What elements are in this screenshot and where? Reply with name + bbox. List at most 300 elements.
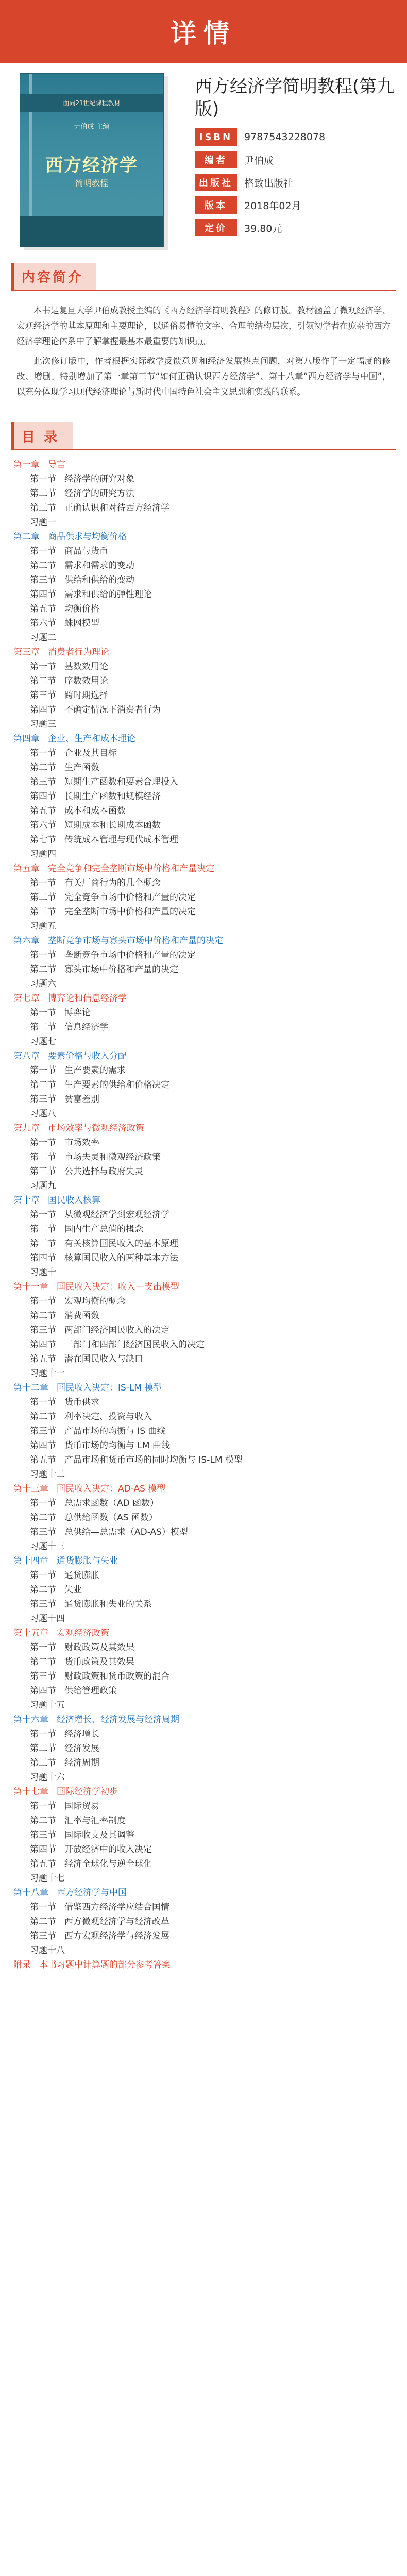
section-number: 第一节 xyxy=(30,1397,56,1408)
section-title: 习题十三 xyxy=(30,1541,65,1552)
section-title: 完全竞争市场中价格和产量的决定 xyxy=(64,892,196,903)
section-number: 第一节 xyxy=(30,1801,56,1811)
toc-chapter[interactable] xyxy=(0,1626,407,1640)
toc-section[interactable] xyxy=(0,1612,407,1626)
chapter-title: 国民收入决定：IS-LM 模型 xyxy=(57,1383,162,1393)
chapter-title: 国民收入决定：收入—支出模型 xyxy=(57,1282,179,1292)
section-number: 第二节 xyxy=(30,1152,56,1162)
toc-section[interactable] xyxy=(0,804,407,818)
toc-section[interactable] xyxy=(0,1063,407,1078)
chapter-number: 第一章 xyxy=(13,460,40,470)
toc-section[interactable] xyxy=(0,1410,407,1424)
info-row xyxy=(195,173,396,192)
toc-chapter[interactable] xyxy=(0,934,407,948)
section-number: 第四节 xyxy=(30,1844,56,1855)
toc-section[interactable] xyxy=(0,1294,407,1309)
section-title: 经济发展 xyxy=(64,1743,99,1754)
chapter-number: 第十八章 xyxy=(13,1888,48,1898)
section-title: 均衡价格 xyxy=(64,604,99,614)
section-title: 市场效率 xyxy=(64,1138,99,1148)
toc-section[interactable] xyxy=(0,1756,407,1770)
section-number: 第五节 xyxy=(30,1354,56,1364)
chapter-number: 第二章 xyxy=(13,532,40,542)
info-label: 编者 xyxy=(195,151,237,168)
section-number: 第四节 xyxy=(30,589,56,600)
toc-section[interactable] xyxy=(0,1309,407,1323)
section-number: 第五节 xyxy=(30,1455,56,1465)
toc-heading-bar xyxy=(11,422,73,449)
section-title: 序数效用论 xyxy=(64,676,108,686)
toc-section[interactable] xyxy=(0,1020,407,1035)
toc-section[interactable] xyxy=(0,1395,407,1410)
section-number: 第一节 xyxy=(30,1008,56,1018)
toc-heading-text: 目 录 xyxy=(22,429,60,445)
chapter-number: 第五章 xyxy=(13,863,40,874)
toc-section[interactable] xyxy=(0,919,407,934)
section-title: 西方宏观经济学与经济发展 xyxy=(64,1931,169,1941)
section-title: 习题六 xyxy=(30,979,56,989)
chapter-number: 第四章 xyxy=(13,734,40,744)
toc-section[interactable] xyxy=(0,1914,407,1929)
chapter-number: 第十五章 xyxy=(13,1628,48,1638)
section-title: 企业及其目标 xyxy=(64,748,117,758)
section-number: 第三节 xyxy=(30,690,56,701)
toc-section[interactable] xyxy=(0,1251,407,1265)
section-title: 两部门经济国民收入的决定 xyxy=(64,1325,169,1335)
chapter-title: 宏观经济政策 xyxy=(57,1628,109,1638)
toc-chapter[interactable] xyxy=(0,1049,407,1063)
toc-section[interactable] xyxy=(0,1741,407,1756)
toc-section[interactable] xyxy=(0,1092,407,1107)
toc-section[interactable] xyxy=(0,1525,407,1539)
section-title: 传统成本管理与现代成本管理 xyxy=(64,835,178,845)
section-title: 习题七 xyxy=(30,1037,56,1047)
info-row xyxy=(195,196,396,214)
chapter-title: 完全竞争和完全垄断市场中价格和产量决定 xyxy=(48,863,214,874)
toc-section[interactable] xyxy=(0,1323,407,1337)
section-title: 核算国民收入的两种基本方法 xyxy=(64,1253,178,1263)
section-number: 第二节 xyxy=(30,1022,56,1032)
synopsis-heading-bar xyxy=(11,263,96,290)
toc-section[interactable] xyxy=(0,905,407,919)
toc-chapter[interactable] xyxy=(0,861,407,876)
toc-section[interactable] xyxy=(0,1366,407,1381)
section-title: 短期生产函数和要素合理投入 xyxy=(64,777,178,787)
toc-section[interactable] xyxy=(0,1597,407,1612)
section-title: 货币政策及其效果 xyxy=(64,1657,134,1667)
cover-subtitle: 简明教程 xyxy=(75,178,108,188)
info-row xyxy=(195,218,396,237)
toc-section[interactable] xyxy=(0,659,407,674)
toc-section[interactable] xyxy=(0,833,407,847)
section-number: 第二节 xyxy=(30,1513,56,1523)
toc-section[interactable] xyxy=(0,1568,407,1583)
section-title: 市场失灵和微观经济政策 xyxy=(64,1152,161,1162)
toc-section[interactable] xyxy=(0,1467,407,1482)
section-title: 习题十四 xyxy=(30,1614,65,1624)
section-number: 第三节 xyxy=(30,1527,56,1537)
section-title: 国际收支及其调整 xyxy=(64,1830,134,1840)
section-title: 潜在国民收入与缺口 xyxy=(64,1354,143,1364)
section-number: 第一节 xyxy=(30,1065,56,1076)
chapter-title: 国民收入决定：AD-AS 模型 xyxy=(57,1484,166,1494)
toc-section[interactable] xyxy=(0,587,407,602)
toc-section[interactable] xyxy=(0,544,407,558)
section-title: 基数效用论 xyxy=(64,662,108,672)
section-number: 第一节 xyxy=(30,950,56,960)
toc-section[interactable] xyxy=(0,760,407,775)
section-title: 信息经济学 xyxy=(64,1022,108,1032)
section-number: 第一节 xyxy=(30,1138,56,1148)
section-number: 第三节 xyxy=(30,1830,56,1840)
section-number: 第四节 xyxy=(30,1340,56,1350)
section-title: 需求和需求的变动 xyxy=(64,561,134,571)
section-number: 第二节 xyxy=(30,1743,56,1754)
section-number: 第四节 xyxy=(30,705,56,715)
toc-section[interactable] xyxy=(0,962,407,977)
toc-heading xyxy=(11,418,396,450)
toc-section[interactable] xyxy=(0,1943,407,1958)
section-title: 习题十五 xyxy=(30,1700,65,1710)
section-title: 习题二 xyxy=(30,633,56,643)
info-row xyxy=(195,150,396,169)
section-title: 供给管理政策 xyxy=(64,1686,117,1696)
section-title: 正确认识和对待西方经济学 xyxy=(64,503,169,513)
info-value: 格致出版社 xyxy=(244,177,294,189)
section-title: 垄断竞争市场中价格和产量的决定 xyxy=(64,950,196,960)
toc-section[interactable] xyxy=(0,977,407,991)
section-number: 第一节 xyxy=(30,1498,56,1509)
section-title: 经济增长 xyxy=(64,1729,99,1739)
section-title: 货币供求 xyxy=(64,1397,99,1408)
section-title: 习题一 xyxy=(30,517,56,528)
section-title: 需求和供给的弹性理论 xyxy=(64,589,152,600)
section-title: 经济周期 xyxy=(64,1758,99,1768)
book-title: 西方经济学简明教程(第九版) xyxy=(195,76,395,120)
section-title: 习题十七 xyxy=(30,1873,65,1884)
chapter-number: 第八章 xyxy=(13,1051,40,1061)
toc-section[interactable] xyxy=(0,703,407,717)
section-title: 习题十一 xyxy=(30,1368,65,1379)
book-fields xyxy=(195,128,396,237)
section-title: 习题三 xyxy=(30,719,56,730)
toc-section[interactable] xyxy=(0,1035,407,1049)
toc-section[interactable] xyxy=(0,558,407,573)
toc-section[interactable] xyxy=(0,775,407,789)
toc-section[interactable] xyxy=(0,1583,407,1597)
toc-section[interactable] xyxy=(0,1929,407,1943)
toc-chapter[interactable] xyxy=(0,457,407,472)
toc-chapter[interactable] xyxy=(0,1886,407,1900)
info-label: 版本 xyxy=(195,196,237,214)
section-number: 第一节 xyxy=(30,748,56,758)
toc-section[interactable] xyxy=(0,515,407,530)
section-number: 第一节 xyxy=(30,662,56,672)
section-number: 第一节 xyxy=(30,1570,56,1581)
toc-section[interactable] xyxy=(0,1496,407,1511)
section-title: 习题十六 xyxy=(30,1772,65,1783)
chapter-title: 国际经济学初步 xyxy=(57,1787,118,1797)
info-label: ISBN xyxy=(195,128,237,146)
section-number: 第一节 xyxy=(30,546,56,556)
section-number: 第四节 xyxy=(30,1253,56,1263)
section-number: 第二节 xyxy=(30,1816,56,1826)
section-title: 借鉴西方经济学应结合国情 xyxy=(64,1902,169,1912)
toc-section[interactable] xyxy=(0,688,407,703)
toc-section[interactable] xyxy=(0,1799,407,1814)
toc-chapter[interactable] xyxy=(0,991,407,1006)
cover-series: 面向21世纪课程教材 xyxy=(63,99,121,107)
toc-section[interactable] xyxy=(0,1770,407,1785)
chapter-number: 第十二章 xyxy=(13,1383,48,1393)
toc-section[interactable] xyxy=(0,1698,407,1713)
section-title: 利率决定、投资与收入 xyxy=(64,1412,152,1422)
toc-section[interactable] xyxy=(0,1136,407,1150)
toc-section[interactable] xyxy=(0,1006,407,1020)
toc-section[interactable] xyxy=(0,1727,407,1741)
section-number: 第一节 xyxy=(30,1210,56,1220)
section-number: 第一节 xyxy=(30,1902,56,1912)
section-title: 有关核算国民收入的基本原理 xyxy=(64,1239,178,1249)
toc-section[interactable] xyxy=(0,717,407,732)
chapter-title: 国民收入核算 xyxy=(48,1195,100,1206)
toc-section[interactable] xyxy=(0,486,407,501)
book-cover[interactable] xyxy=(20,73,169,251)
toc-section[interactable] xyxy=(0,1150,407,1164)
section-title: 生产要素的供给和价格决定 xyxy=(64,1080,169,1090)
section-title: 失业 xyxy=(64,1585,82,1595)
table-of-contents xyxy=(0,450,407,1972)
toc-section[interactable] xyxy=(0,890,407,905)
section-number: 第二节 xyxy=(30,1080,56,1090)
info-value: 2018年02月 xyxy=(244,200,301,212)
chapter-title: 本书习题中计算题的部分参考答案 xyxy=(39,1960,171,1970)
toc-chapter[interactable] xyxy=(0,645,407,659)
toc-section[interactable] xyxy=(0,789,407,804)
section-title: 经济全球化与逆全球化 xyxy=(64,1859,152,1869)
section-title: 财政政策和货币政策的混合 xyxy=(64,1671,169,1682)
section-title: 博弈论 xyxy=(64,1008,91,1018)
section-number: 第二节 xyxy=(30,1585,56,1595)
toc-chapter[interactable] xyxy=(0,1381,407,1395)
section-title: 货币市场的均衡与 LM 曲线 xyxy=(64,1440,170,1451)
section-number: 第三节 xyxy=(30,1325,56,1335)
synopsis-heading xyxy=(11,259,396,291)
toc-chapter[interactable] xyxy=(0,1785,407,1799)
toc-section[interactable] xyxy=(0,631,407,645)
section-title: 通货膨胀和失业的关系 xyxy=(64,1599,152,1609)
section-title: 消费函数 xyxy=(64,1311,99,1321)
toc-section[interactable] xyxy=(0,1179,407,1193)
section-title: 三部门和四部门经济国民收入的决定 xyxy=(64,1340,205,1350)
section-number: 第四节 xyxy=(30,791,56,802)
chapter-title: 博弈论和信息经济学 xyxy=(48,993,127,1004)
section-title: 开放经济中的收入决定 xyxy=(64,1844,152,1855)
section-number: 第二节 xyxy=(30,1657,56,1667)
section-number: 第三节 xyxy=(30,907,56,917)
chapter-number: 第三章 xyxy=(13,647,40,657)
toc-section[interactable] xyxy=(0,1871,407,1886)
section-title: 习题五 xyxy=(30,921,56,931)
toc-section[interactable] xyxy=(0,1208,407,1222)
toc-section[interactable] xyxy=(0,472,407,486)
toc-section[interactable] xyxy=(0,1222,407,1236)
toc-section[interactable] xyxy=(0,1424,407,1438)
section-number: 第二节 xyxy=(30,561,56,571)
book-details xyxy=(195,75,396,241)
section-title: 经济学的研究方法 xyxy=(64,488,134,499)
section-number: 第二节 xyxy=(30,892,56,903)
section-title: 蛛网模型 xyxy=(64,618,99,629)
toc-section[interactable] xyxy=(0,1107,407,1121)
section-number: 第二节 xyxy=(30,488,56,499)
cover-bottom xyxy=(20,216,163,247)
toc-section[interactable] xyxy=(0,674,407,688)
heading-stripe xyxy=(11,422,14,449)
section-number: 第三节 xyxy=(30,1599,56,1609)
toc-section[interactable] xyxy=(0,1438,407,1453)
section-title: 长期生产函数和规模经济 xyxy=(64,791,161,802)
toc-section[interactable] xyxy=(0,1265,407,1280)
toc-chapter[interactable] xyxy=(0,530,407,544)
toc-section[interactable] xyxy=(0,1684,407,1698)
section-title: 商品与货币 xyxy=(64,546,108,556)
heading-stripe xyxy=(11,263,14,290)
section-title: 总供给—总需求（AD-AS）模型 xyxy=(64,1527,188,1537)
toc-section[interactable] xyxy=(0,948,407,962)
cover-author: 尹伯成 主编 xyxy=(74,123,110,131)
section-number: 第二节 xyxy=(30,964,56,975)
section-title: 从微观经济学到宏观经济学 xyxy=(64,1210,169,1220)
header xyxy=(0,0,407,63)
chapter-number: 第七章 xyxy=(13,993,40,1004)
section-number: 第三节 xyxy=(30,1426,56,1436)
toc-section[interactable] xyxy=(0,1078,407,1092)
toc-section[interactable] xyxy=(0,1669,407,1684)
section-number: 第四节 xyxy=(30,1440,56,1451)
chapter-title: 要素价格与收入分配 xyxy=(48,1051,127,1061)
section-number: 第一节 xyxy=(30,1729,56,1739)
toc-section[interactable] xyxy=(0,501,407,515)
toc-chapter[interactable] xyxy=(0,1554,407,1568)
chapter-title: 经济增长、经济发展与经济周期 xyxy=(57,1715,179,1725)
section-number: 第三节 xyxy=(30,777,56,787)
toc-chapter[interactable] xyxy=(0,1121,407,1136)
section-title: 短期成本和长期成本函数 xyxy=(64,820,161,831)
section-number: 第二节 xyxy=(30,762,56,773)
toc-section[interactable] xyxy=(0,1828,407,1842)
toc-chapter[interactable] xyxy=(0,1280,407,1294)
toc-section[interactable] xyxy=(0,818,407,833)
toc-chapter[interactable] xyxy=(0,1482,407,1496)
toc-section[interactable] xyxy=(0,573,407,587)
section-number: 第六节 xyxy=(30,618,56,629)
toc-section[interactable] xyxy=(0,1900,407,1914)
toc-section[interactable] xyxy=(0,1842,407,1857)
section-title: 习题四 xyxy=(30,849,56,859)
section-number: 第四节 xyxy=(30,1686,56,1696)
toc-section[interactable] xyxy=(0,1814,407,1828)
cover-image xyxy=(20,73,164,247)
section-title: 宏观均衡的概念 xyxy=(64,1296,126,1307)
toc-section[interactable] xyxy=(0,602,407,616)
section-title: 习题八 xyxy=(30,1109,56,1119)
section-number: 第二节 xyxy=(30,1224,56,1234)
section-title: 通货膨胀 xyxy=(64,1570,99,1581)
toc-section[interactable] xyxy=(0,876,407,890)
chapter-number: 第十四章 xyxy=(13,1556,48,1566)
toc-section[interactable] xyxy=(0,1453,407,1467)
section-number: 第三节 xyxy=(30,1671,56,1682)
chapter-number: 第九章 xyxy=(13,1123,40,1133)
toc-section[interactable] xyxy=(0,1655,407,1669)
chapter-title: 通货膨胀与失业 xyxy=(57,1556,118,1566)
toc-section[interactable] xyxy=(0,1352,407,1366)
section-title: 完全垄断市场中价格和产量的决定 xyxy=(64,907,196,917)
section-number: 第一节 xyxy=(30,1642,56,1653)
section-number: 第五节 xyxy=(30,1859,56,1869)
chapter-number: 附录 xyxy=(13,1960,31,1970)
chapter-title: 垄断竞争市场与寡头市场中价格和产量的决定 xyxy=(48,936,223,946)
toc-chapter[interactable] xyxy=(0,1193,407,1208)
book-info xyxy=(0,63,407,259)
section-number: 第三节 xyxy=(30,575,56,585)
toc-section[interactable] xyxy=(0,746,407,760)
chapter-number: 第十七章 xyxy=(13,1787,48,1797)
toc-section[interactable] xyxy=(0,1640,407,1655)
toc-chapter[interactable] xyxy=(0,1958,407,1972)
section-number: 第三节 xyxy=(30,1758,56,1768)
toc-chapter[interactable] xyxy=(0,1713,407,1727)
chapter-title: 市场效率与微观经济政策 xyxy=(48,1123,144,1133)
toc-section[interactable] xyxy=(0,1857,407,1871)
section-title: 公共选择与政府失灵 xyxy=(64,1166,143,1177)
section-title: 西方微观经济学与经济改革 xyxy=(64,1917,169,1927)
toc-section[interactable] xyxy=(0,1236,407,1251)
toc-section[interactable] xyxy=(0,847,407,861)
toc-section[interactable] xyxy=(0,1164,407,1179)
chapter-title: 商品供求与均衡价格 xyxy=(48,532,127,542)
section-title: 跨时期选择 xyxy=(64,690,108,701)
section-title: 寡头市场中价格和产量的决定 xyxy=(64,964,178,975)
section-title: 习题十八 xyxy=(30,1945,65,1956)
synopsis-paragraph: 本书是复旦大学尹伯成教授主编的《西方经济学简明教程》的修订版。教材涵盖了微观经济学、宏观经济学的基本原理和主要理论，以通俗易懂的文字、合理的结构层次，引领初学者在庞杂的西方经济学理论体系中了解掌握最基本最重要的知识点。 xyxy=(16,306,391,346)
info-value: 39.80元 xyxy=(244,223,282,234)
toc-section[interactable] xyxy=(0,1539,407,1554)
toc-chapter[interactable] xyxy=(0,732,407,746)
toc-section[interactable] xyxy=(0,1511,407,1525)
synopsis-heading-text: 内容简介 xyxy=(22,269,84,285)
chapter-number: 第十六章 xyxy=(13,1715,48,1725)
section-title: 习题九 xyxy=(30,1181,56,1191)
section-number: 第一节 xyxy=(30,1296,56,1307)
section-title: 财政政策及其效果 xyxy=(64,1642,134,1653)
toc-section[interactable] xyxy=(0,1337,407,1352)
section-number: 第三节 xyxy=(30,1094,56,1105)
chapter-number: 第十章 xyxy=(13,1195,40,1206)
section-title: 总需求函数（AD 函数） xyxy=(64,1498,159,1509)
toc-section[interactable] xyxy=(0,616,407,631)
chapter-number: 第六章 xyxy=(13,936,40,946)
section-title: 经济学的研究对象 xyxy=(64,474,134,484)
section-number: 第三节 xyxy=(30,503,56,513)
info-value: 9787543228078 xyxy=(244,131,326,143)
section-title: 生产函数 xyxy=(64,762,99,773)
section-number: 第五节 xyxy=(30,806,56,816)
cover-title: 西方经济学 xyxy=(45,155,138,176)
chapter-title: 消费者行为理论 xyxy=(48,647,109,657)
section-title: 不确定情况下消费者行为 xyxy=(64,705,161,715)
